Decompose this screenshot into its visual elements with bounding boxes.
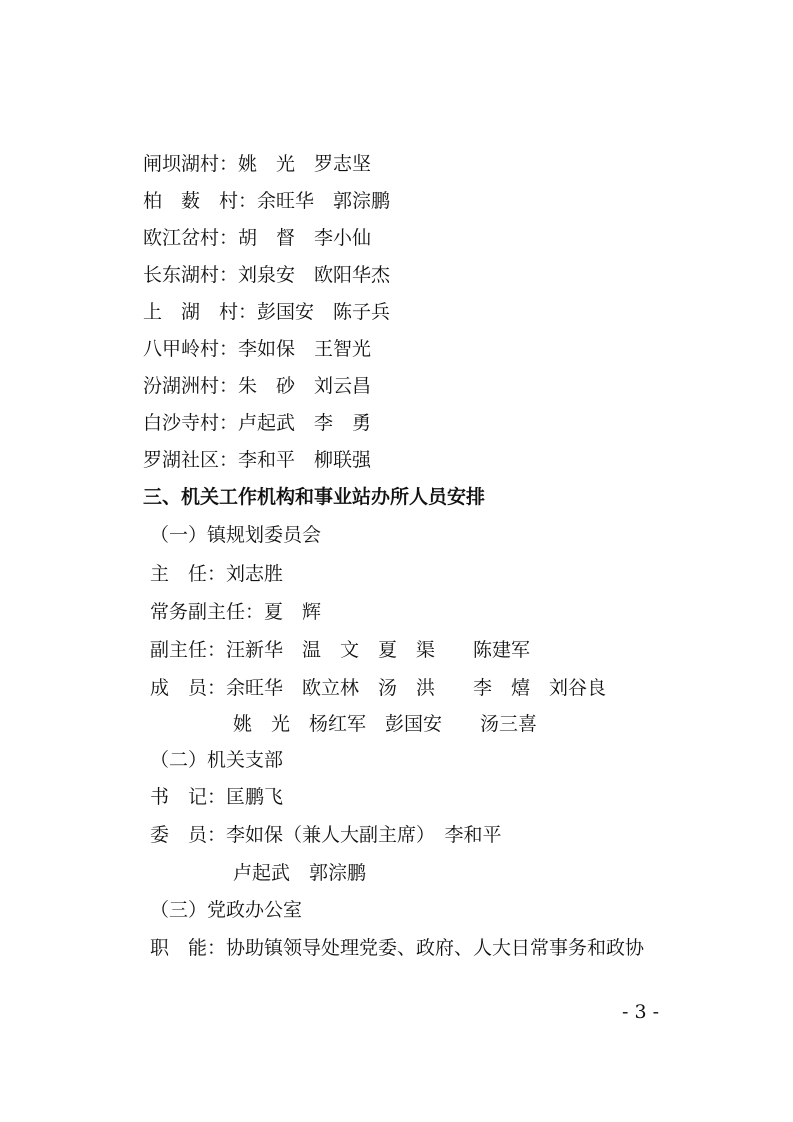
planning-committee-director: 主 任：刘志胜 bbox=[150, 563, 284, 585]
planning-committee-executive-deputy: 常务副主任：夏 辉 bbox=[150, 601, 322, 623]
village-line-2: 柏 薮 村：余旺华 郭淙鹏 bbox=[143, 190, 391, 212]
village-line-5: 上 湖 村：彭国安 陈子兵 bbox=[143, 301, 391, 323]
party-branch-secretary: 书 记：匡鹏飞 bbox=[150, 786, 284, 808]
village-line-8: 白沙寺村：卢起武 李 勇 bbox=[143, 412, 372, 434]
village-line-4: 长东湖村：刘泉安 欧阳华杰 bbox=[143, 264, 391, 286]
party-branch-members-line1: 委 员：李如保（兼人大副主席） 李和平 bbox=[150, 824, 502, 846]
planning-committee-title: （一）镇规划委员会 bbox=[150, 524, 322, 546]
planning-committee-members-line2: 姚 光 杨红军 彭国安 汤三喜 bbox=[233, 713, 538, 735]
party-branch-title: （二）机关支部 bbox=[150, 749, 284, 771]
village-line-9: 罗湖社区：李和平 柳联强 bbox=[143, 449, 372, 471]
village-line-3: 欧江岔村：胡 督 李小仙 bbox=[143, 227, 372, 249]
planning-committee-members-line1: 成 员：余旺华 欧立林 汤 洪 李 熺 刘谷良 bbox=[150, 677, 607, 699]
planning-committee-deputies: 副主任：汪新华 温 文 夏 渠 陈建军 bbox=[150, 639, 531, 661]
page-number: - 3 - bbox=[622, 1001, 660, 1023]
section-three-heading: 三、机关工作机构和事业站办所人员安排 bbox=[143, 486, 486, 508]
village-line-7: 汾湖洲村：朱 砂 刘云昌 bbox=[143, 375, 372, 397]
office-title: （三）党政办公室 bbox=[150, 899, 303, 921]
party-branch-members-line2: 卢起武 郭淙鹏 bbox=[233, 862, 367, 884]
village-line-1: 闸坝湖村：姚 光 罗志坚 bbox=[143, 153, 372, 175]
village-line-6: 八甲岭村：李如保 王智光 bbox=[143, 338, 372, 360]
office-functions: 职 能：协助镇领导处理党委、政府、人大日常事务和政协 bbox=[150, 937, 645, 959]
